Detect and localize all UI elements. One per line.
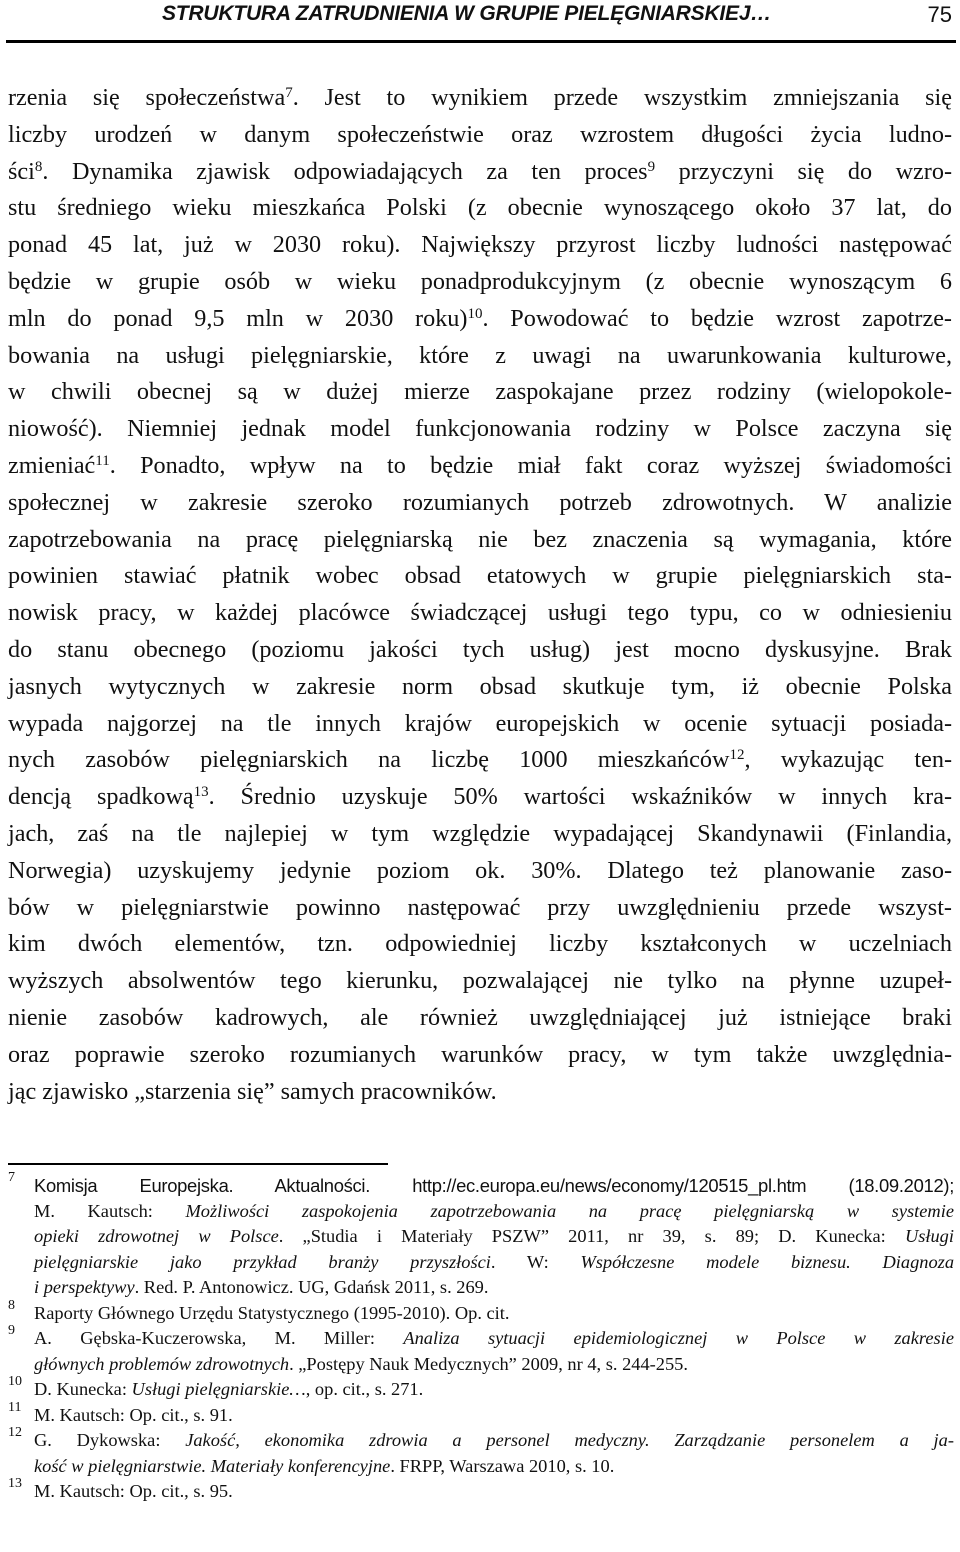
footnote-number: 7 [8,1170,15,1185]
footnote-number: 9 [8,1323,15,1338]
footnote-line: opieki zdrowotnej w Polsce. „Studia i Materiały PSZW” 2011, nr 39, s. 89; D. Kunecka: Usługi [34,1226,954,1246]
body-paragraph [8,80,952,1110]
footnote-ref: 7 [285,84,293,101]
text-line: powinien stawiać płatnik wobec obsad etatowych w grupie pielęgniarskich sta- [8,562,952,590]
footnote-number: 12 [8,1425,22,1440]
running-header [0,0,960,44]
text-line: wyższych absolwentów tego kierunku, pozwalającej nie tylko na płynne uzupeł- [8,967,952,995]
footnote-line: M. Kautsch: Op. cit., s. 95. [34,1481,233,1501]
text-line: będzie w grupie osób w wieku ponadprodukcyjnym (z obecnie wynoszącym 6 [8,267,952,295]
text-line: zmieniać$^{11}$. Ponadto, wpływ na to będzie miał fakt coraz wyższej świadomości [8,451,952,479]
text-line: nienie zasobów kadrowych, ale również uwzględniającej już istniejące braki [8,1003,952,1031]
footnote-line: M. Kautsch: Op. cit., s. 91. [34,1404,233,1425]
text-line: nowisk pracy, w każdej placówce świadczącej usługi tego typu, co w odniesieniu [8,599,952,627]
text-line: liczby urodzeń w danym społeczeństwie oraz wzrostem długości życia ludno- [8,120,952,148]
text-line: do stanu obecnego (poziomu jakości tych usług) jest mocno dyskusyjne. Brak [8,635,952,663]
header-rule [6,40,956,43]
text-line: jasnych wytycznych w zakresie norm obsad skutkuje tym, iż obecnie Polska [8,672,952,700]
running-header-title: STRUKTURA ZATRUDNIENIA W GRUPIE PIELĘGNIARSKIEJ… [162,2,772,25]
footnote-number: 13 [8,1476,22,1491]
footnote-8 [8,1297,954,1327]
text-line: mln do ponad 9,5 mln w 2030 roku)$^{10}$. Powodować to będzie wzrost zapotrze- [8,304,952,332]
text-line: niowość). Niemniej jednak model funkcjonowania rodziny w Polsce zaczyna się [8,415,952,443]
footnote-7 [8,1170,955,1301]
text-line: ści$^8$. Dynamika zjawisk odpowiadających za ten proces$^9$ przyczyni się do wzro- [8,157,952,185]
text-line: bowania na usługi pielęgniarskie, które z uwagi na uwarunkowania kulturowe, [8,341,952,369]
text-line: stu średniego wieku mieszkańca Polski (z obecnie wynoszącego około 37 lat, do [8,194,952,222]
text-line: bów w pielęgniarstwie powinno następować przy uwzględnieniu przede wszyst- [8,893,952,921]
footnote-line: głównych problemów zdrowotnych. „Postępy Nauk Medycznych” 2009, nr 4, s. 244-255. [34,1353,688,1374]
footnote-line: A. Gębska-Kuczerowska, M. Miller: Analiza sytuacji epidemiologicznej w Polsce w zakresie [34,1328,954,1348]
text-line: ponad 45 lat, już w 2030 roku). Największy przyrost liczby ludności następować [8,231,952,259]
text-line: społecznej w zakresie szeroko rozumianych potrzeb zdrowotnych. W analizie [8,488,952,516]
footnote-line: Raporty Głównego Urzędu Statystycznego (1995-2010). Op. cit. [34,1302,510,1323]
footnote-ref: 11 [95,452,110,469]
footnote-line: i perspektywy. Red. P. Antonowicz. UG, Gdańsk 2011, s. 269. [34,1277,489,1297]
footnote-ref: 12 [729,747,745,764]
text-line: zapotrzebowania na pracę pielęgniarską nie bez znaczenia są wymagania, które [8,525,952,553]
text-line: jach, zaś na tle najlepiej w tym względzie wypadającej Skandynawii (Finlandia, [8,819,952,847]
footnote-10 [8,1374,954,1403]
footnote-line: M. Kautsch: Możliwości zaspokojenia zapotrzebowania na pracę pielęgniarską w systemie [34,1200,954,1221]
text-line: oraz poprawie szeroko rozumianych warunków pracy, w tym także uwzględnia- [8,1040,952,1068]
footnote-line: D. Kunecka: Usługi pielęgniarskie…, op. cit., s. 271. [34,1379,424,1399]
footnote-line: G. Dykowska: Jakość, ekonomika zdrowia a personel medyczny. Zarządzanie personelem a ja- [34,1430,954,1450]
footnote-line: pielęgniarskie jako przykład branży przyszłości. W: Współczesne modele biznesu. Diagnoza [34,1251,955,1272]
footnote-ref: 8 [34,158,43,175]
footnote-line: Komisja Europejska. Aktualności. http://ec.europa.eu/news/economy/120515_pl.htm (18.09.2012); [34,1175,954,1196]
text-line: nych zasobów pielęgniarskich na liczbę 1000 mieszkańców$^{12}$, wykazując ten- [8,746,952,774]
footnote-13 [8,1476,954,1505]
footnote-ref: 9 [647,158,656,175]
text-line: Norwegia) uzyskujemy jedynie poziom ok. 30%. Dlatego też planowanie zaso- [8,856,952,884]
footnote-separator [8,1163,388,1165]
footnote-line: kość w pielęgniarstwie. Materiały konferencyjne. FRPP, Warszawa 2010, s. 10. [34,1455,615,1476]
footnotes [8,1170,955,1505]
text-line: rzenia się społeczeństwa$^7$. Jest to wynikiem przede wszystkim zmniejszania się [8,84,953,111]
text-line: wypada najgorzej na tle innych krajów europejskich w ocenie sytuacji posiada- [8,709,952,737]
footnote-number: 11 [8,1399,22,1415]
footnote-12 [8,1425,954,1479]
footnote-9 [8,1323,954,1377]
text-line: jąc zjawisko „starzenia się” samych pracowników. [8,1077,497,1105]
footnote-number: 10 [8,1374,22,1389]
footnote-ref: 13 [193,783,209,800]
footnote-11 [8,1399,954,1429]
text-line: w chwili obecnej są w dużej mierze zaspokajane przez rodziny (wielopokole- [8,378,952,406]
footnote-number: 8 [8,1297,15,1313]
footnote-ref: 10 [467,305,483,322]
text-line: dencją spadkową$^{13}$. Średnio uzyskuje 50% wartości wskaźników w innych kra- [8,783,952,811]
page-number: 75 [927,2,952,27]
text-line: kim dwóch elementów, tzn. odpowiedniej liczby kształconych w uczelniach [8,930,952,958]
